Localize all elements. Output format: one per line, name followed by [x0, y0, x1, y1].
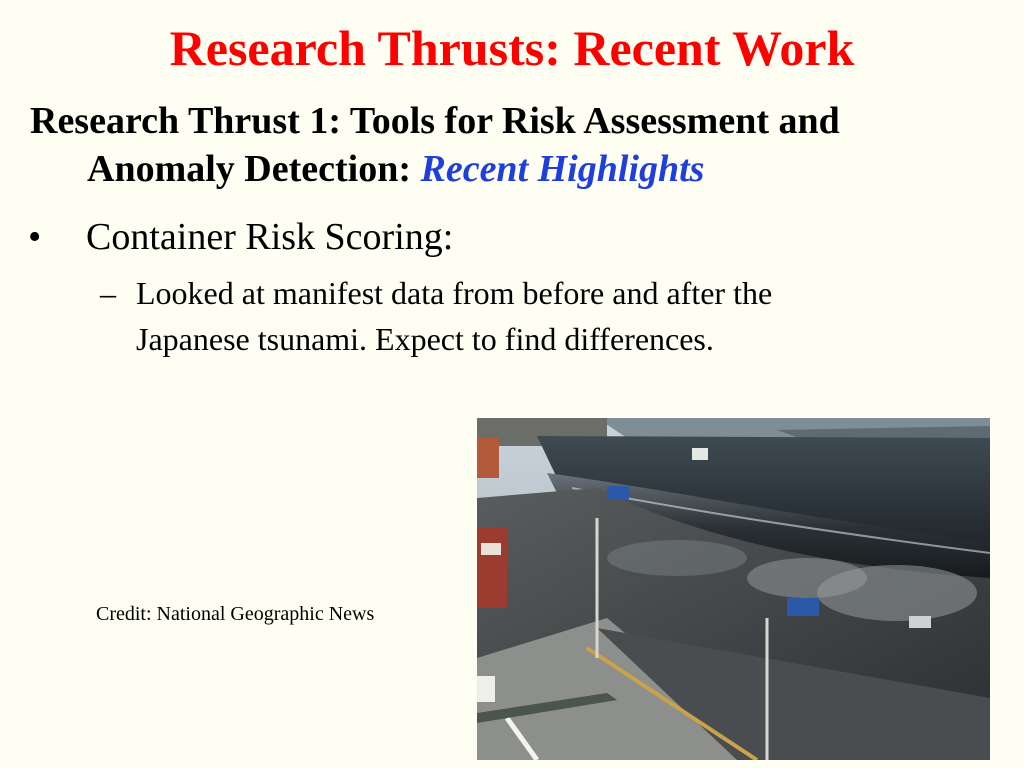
bullet-text: Container Risk Scoring: [86, 216, 454, 258]
tsunami-photo-icon [477, 418, 990, 760]
heading-line-2: Anomaly Detection: [87, 148, 411, 190]
heading-line-1: Research Thrust 1: Tools for Risk Assessment and [30, 100, 840, 142]
recent-highlights-label: Recent Highlights [420, 148, 705, 190]
slide-title: Research Thrusts: Recent Work [169, 20, 855, 76]
sub-bullet-manifest-data [100, 270, 772, 362]
bullet-marker-icon: • [28, 216, 42, 258]
bullet-container-risk-scoring [28, 213, 453, 261]
photo-credit: Credit: National Geographic News [96, 603, 375, 625]
tsunami-photo [477, 418, 990, 760]
sub-bullet-text [100, 270, 772, 362]
research-thrust-heading [30, 97, 1024, 193]
sub-bullet-line-2: Japanese tsunami. Expect to find differences. [136, 321, 714, 357]
sub-bullet-line-1: Looked at manifest data from before and after the [136, 275, 773, 311]
sub-bullet-dash-icon: – [100, 275, 116, 311]
